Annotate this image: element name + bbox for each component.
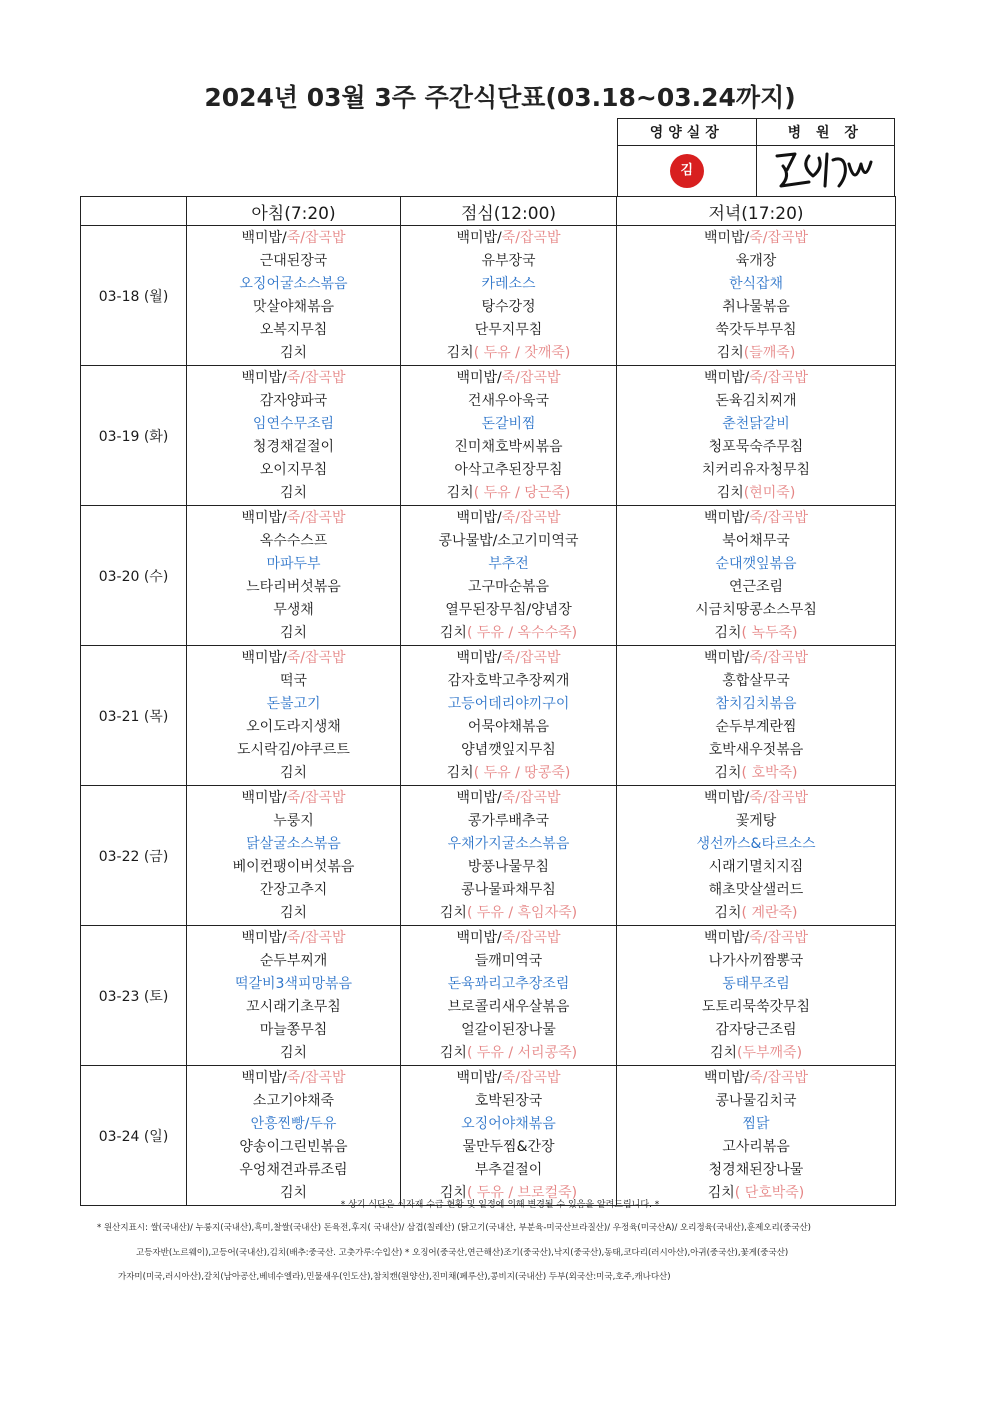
side-dish-2: 쑥갓두부무침: [715, 322, 797, 338]
porridge-option: 죽/잡곡밥: [501, 650, 561, 666]
rice-line: [617, 367, 895, 390]
side-dish-1: 오이도라지생채: [246, 719, 341, 735]
main-dish: 닭살굴소스볶음: [246, 836, 341, 852]
kimchi-line: [187, 1042, 400, 1065]
kimchi-item: 김치: [439, 905, 467, 921]
kimchi-line: [401, 342, 616, 365]
main-dish: 동태무조림: [722, 976, 790, 992]
dinner-cell: [617, 1066, 896, 1206]
breakfast-cell: [187, 506, 401, 646]
rice-line: [187, 787, 400, 810]
main-dish: 마파두부: [266, 556, 321, 572]
extra-option: ( 두유 / 옥수수죽): [466, 625, 578, 641]
kimchi-line: [617, 622, 895, 645]
side-dish-1: 느타리버섯볶음: [246, 579, 341, 595]
side-dish-2: 무생채: [273, 602, 314, 618]
side-dish-1: 청포묵숙주무침: [708, 439, 804, 455]
dinner-cell: [617, 226, 896, 366]
kimchi-item: 김치: [279, 905, 308, 921]
side-dish-1: 꼬시래기초무침: [246, 999, 341, 1015]
extra-option: (현미죽): [743, 485, 796, 501]
origin-line-1: * 원산지표시: 쌀(국내산)/ 누룽지(국내산),흑미,찰쌀(국내산) 돈육전,후지( 국내산)/ 삼겹(칠레산) (닭고기(국내산, 부분육-미국산브라질산)/ 우정육(미국산A)/ 오리정육(국내산),훈제오리(중국산): [97, 1223, 811, 1233]
porridge-option: 죽/잡곡밥: [286, 650, 346, 666]
soup-item: 콩가루배추국: [467, 813, 550, 829]
rice-line: [617, 1067, 895, 1090]
breakfast-header: 아침(7:20): [187, 197, 401, 226]
lunch-cell: [401, 366, 617, 506]
approval-box: [617, 118, 895, 197]
soup-item: 나가사끼짬뽕국: [708, 953, 804, 969]
day-row: [81, 926, 896, 1066]
rice-item: 백미밥/: [241, 790, 287, 806]
main-dish: 부추전: [488, 556, 529, 572]
kimchi-line: [617, 902, 895, 925]
kimchi-item: 김치: [714, 905, 742, 921]
kimchi-line: [401, 1042, 616, 1065]
side-dish-1: 양송이그린빈볶음: [239, 1139, 348, 1155]
side-dish-2: 얼갈이된장나물: [461, 1022, 556, 1038]
side-dish-2: 우엉채견과류조림: [239, 1162, 348, 1178]
main-dish: 고등어데리야끼구이: [447, 696, 570, 712]
rice-item: 백미밥/: [241, 510, 287, 526]
extra-option: ( 두유 / 흑임자죽): [466, 905, 578, 921]
side-dish-1: 베이컨팽이버섯볶음: [232, 859, 355, 875]
porridge-option: 죽/잡곡밥: [286, 230, 346, 246]
soup-item: 육개장: [735, 253, 777, 269]
rice-line: [401, 787, 616, 810]
soup-item: 근대된장국: [259, 253, 328, 269]
rice-line: [187, 367, 400, 390]
soup-item: 들깨미역국: [474, 953, 543, 969]
dinner-header: 저녁(17:20): [617, 197, 896, 226]
side-dish-1: 방풍나물무침: [467, 859, 550, 875]
kimchi-item: 김치: [714, 625, 742, 641]
rice-line: [617, 927, 895, 950]
origin-line-3: 가자미(미국,러시아산),갈치(남아공산,베네수엘라),민물새우(인도산),참치캔(원양산),진미채(페루산),콩비지(국내산) 두부(외국산:미국,호주,캐나다산): [118, 1272, 671, 1282]
kimchi-item: 김치: [279, 485, 308, 501]
rice-line: [617, 227, 895, 250]
rice-item: 백미밥/: [456, 790, 502, 806]
main-dish: 임연수무조림: [252, 416, 335, 432]
soup-item: 순두부찌개: [259, 953, 328, 969]
kimchi-line: [617, 1042, 895, 1065]
change-notice: * 상기 식단은 식자재 수급 현황 및 일정에 의해 변경될 수 있음을 알려드립니다. *: [340, 1200, 660, 1210]
porridge-option: 죽/잡곡밥: [749, 510, 809, 526]
extra-option: ( 호박죽): [741, 765, 798, 781]
rice-line: [617, 647, 895, 670]
main-dish: 찜닭: [742, 1116, 770, 1132]
kimchi-line: [401, 622, 616, 645]
lunch-cell: [401, 506, 617, 646]
extra-option: ( 두유 / 잣깨죽): [473, 345, 571, 361]
origin-line-2: 고등자반(노르웨이),고등어(국내산),김치(배추:중국산. 고춧가루:수입산) * 오징어(중국산,연근해산)조기(중국산),낙지(중국산),동태,코다리(러시아산),아귀(중국산),꽃게(중국산): [136, 1248, 789, 1258]
side-dish-1: 탕수강정: [481, 299, 536, 315]
side-dish-1: 맛살야채볶음: [252, 299, 335, 315]
menu-header-row: [81, 197, 896, 226]
lunch-cell: [401, 926, 617, 1066]
side-dish-2: 해초맛살샐러드: [708, 882, 804, 898]
main-dish: 생선까스&타르소스: [696, 836, 816, 852]
side-dish-2: 아삭고추된장무침: [454, 462, 563, 478]
kimchi-line: [401, 902, 616, 925]
day-row: [81, 226, 896, 366]
rice-line: [187, 647, 400, 670]
kimchi-line: [187, 342, 400, 365]
breakfast-cell: [187, 646, 401, 786]
soup-item: 돈육김치찌개: [715, 393, 797, 409]
soup-item: 건새우아욱국: [467, 393, 550, 409]
soup-item: 감자양파국: [259, 393, 328, 409]
soup-item: 북어채무국: [722, 533, 790, 549]
extra-option: ( 계란죽): [741, 905, 798, 921]
soup-item: 콩나물김치국: [715, 1093, 797, 1109]
kimchi-item: 김치: [446, 485, 474, 501]
side-dish-2: 양념깻잎지무침: [461, 742, 556, 758]
soup-item: 감자호박고추장찌개: [447, 673, 570, 689]
main-dish: 오징어야채볶음: [461, 1116, 556, 1132]
side-dish-1: 진미채호박씨볶음: [454, 439, 563, 455]
porridge-option: 죽/잡곡밥: [286, 1070, 346, 1086]
side-dish-2: 도시락김/야쿠르트: [237, 742, 350, 758]
nutrition-head-label: 영양실장: [618, 119, 757, 146]
soup-item: 누룽지: [273, 813, 314, 829]
main-dish: 우채가지굴소스볶음: [447, 836, 570, 852]
kimchi-item: 김치: [709, 1045, 738, 1061]
kimchi-item: 김치: [439, 625, 467, 641]
dinner-cell: [617, 506, 896, 646]
page-title: 2024년 03월 3주 주간식단표(03.18~03.24까지): [204, 83, 796, 112]
soup-item: 꽃게탕: [735, 813, 777, 829]
side-dish-1: 고구마순볶음: [467, 579, 550, 595]
breakfast-cell: [187, 786, 401, 926]
porridge-option: 죽/잡곡밥: [286, 510, 346, 526]
rice-item: 백미밥/: [703, 790, 750, 806]
soup-item: 떡국: [279, 673, 308, 689]
kimchi-line: [187, 622, 400, 645]
rice-item: 백미밥/: [456, 230, 502, 246]
main-dish: 돈불고기: [266, 696, 321, 712]
breakfast-cell: [187, 226, 401, 366]
nutrition-seal-cell: [618, 146, 757, 197]
day-row: [81, 1066, 896, 1206]
soup-item: 옥수수스프: [259, 533, 328, 549]
kimchi-line: [187, 482, 400, 505]
rice-item: 백미밥/: [703, 650, 750, 666]
rice-line: [401, 647, 616, 670]
soup-item: 소고기야채죽: [252, 1093, 335, 1109]
lunch-cell: [401, 646, 617, 786]
rice-line: [187, 927, 400, 950]
side-dish-1: 취나물볶음: [722, 299, 790, 315]
lunch-cell: [401, 1066, 617, 1206]
side-dish-2: 콩나물파채무침: [461, 882, 556, 898]
side-dish-1: 연근조림: [728, 579, 784, 595]
rice-item: 백미밥/: [703, 370, 750, 386]
day-label: 03-22 (금): [81, 786, 187, 926]
day-row: [81, 646, 896, 786]
dinner-cell: [617, 786, 896, 926]
director-head-label: 병 원 장: [756, 119, 895, 146]
weekly-menu-table: [80, 196, 896, 1206]
extra-option: ( 두유 / 땅콩죽): [473, 765, 571, 781]
day-label: 03-23 (토): [81, 926, 187, 1066]
rice-item: 백미밥/: [456, 650, 502, 666]
rice-line: [187, 507, 400, 530]
main-dish: 참치김치볶음: [715, 696, 797, 712]
porridge-option: 죽/잡곡밥: [501, 230, 561, 246]
rice-line: [187, 227, 400, 250]
soup-item: 홍합살무국: [722, 673, 790, 689]
rice-item: 백미밥/: [456, 510, 502, 526]
day-label: 03-24 (일): [81, 1066, 187, 1206]
side-dish-2: 단무지무침: [474, 322, 543, 338]
day-row: [81, 366, 896, 506]
main-dish: 한식잡채: [728, 276, 784, 292]
dinner-cell: [617, 646, 896, 786]
rice-line: [401, 507, 616, 530]
side-dish-2: 치커리유자청무침: [701, 462, 811, 478]
side-dish-1: 청경채겉절이: [252, 439, 335, 455]
rice-line: [401, 367, 616, 390]
rice-line: [617, 507, 895, 530]
main-dish: 순대깻잎볶음: [715, 556, 797, 572]
porridge-option: 죽/잡곡밥: [749, 930, 809, 946]
porridge-option: 죽/잡곡밥: [501, 370, 561, 386]
side-dish-1: 순두부계란찜: [715, 719, 797, 735]
rice-line: [617, 787, 895, 810]
kimchi-item: 김치: [707, 1185, 735, 1201]
porridge-option: 죽/잡곡밥: [286, 370, 346, 386]
main-dish: 카레소스: [481, 276, 536, 292]
rice-item: 백미밥/: [241, 650, 287, 666]
kimchi-item: 김치: [279, 625, 308, 641]
porridge-option: 죽/잡곡밥: [501, 1070, 561, 1086]
side-dish-2: 오이지무침: [259, 462, 328, 478]
lunch-cell: [401, 226, 617, 366]
side-dish-2: 간장고추지: [259, 882, 328, 898]
porridge-option: 죽/잡곡밥: [749, 790, 809, 806]
rice-item: 백미밥/: [241, 930, 287, 946]
kimchi-line: [401, 482, 616, 505]
kimchi-line: [617, 342, 895, 365]
day-row: [81, 506, 896, 646]
side-dish-2: 열무된장무침/양념장: [445, 602, 572, 618]
side-dish-2: 감자당근조림: [715, 1022, 797, 1038]
soup-item: 콩나물밥/소고기미역국: [438, 533, 579, 549]
corner-cell: [81, 197, 187, 226]
kimchi-item: 김치: [446, 765, 474, 781]
day-label: 03-19 (화): [81, 366, 187, 506]
kimchi-item: 김치: [439, 1185, 467, 1201]
porridge-option: 죽/잡곡밥: [286, 930, 346, 946]
extra-option: (두부깨죽): [737, 1045, 803, 1061]
day-label: 03-21 (목): [81, 646, 187, 786]
director-signature-cell: [756, 146, 895, 197]
kimchi-item: 김치: [716, 485, 744, 501]
signature-icon: [765, 146, 885, 192]
main-dish: 돈갈비찜: [481, 416, 536, 432]
kimchi-item: 김치: [716, 345, 744, 361]
rice-item: 백미밥/: [241, 370, 287, 386]
extra-option: (들깨죽): [743, 345, 796, 361]
breakfast-cell: [187, 1066, 401, 1206]
rice-item: 백미밥/: [456, 370, 502, 386]
rice-item: 백미밥/: [703, 230, 750, 246]
rice-line: [401, 1067, 616, 1090]
side-dish-2: 청경채된장나물: [708, 1162, 804, 1178]
porridge-option: 죽/잡곡밥: [501, 510, 561, 526]
rice-item: 백미밥/: [703, 930, 750, 946]
rice-item: 백미밥/: [703, 510, 750, 526]
day-label: 03-20 (수): [81, 506, 187, 646]
side-dish-1: 시래기멸치지짐: [708, 859, 804, 875]
breakfast-cell: [187, 366, 401, 506]
dinner-cell: [617, 366, 896, 506]
main-dish: 돈육꽈리고추장조림: [447, 976, 570, 992]
day-row: [81, 786, 896, 926]
rice-item: 백미밥/: [241, 1070, 287, 1086]
extra-option: ( 두유 / 브로컬죽): [466, 1185, 578, 1201]
kimchi-line: [617, 482, 895, 505]
kimchi-line: [617, 762, 895, 785]
rice-item: 백미밥/: [456, 930, 502, 946]
side-dish-1: 고사리볶음: [722, 1139, 790, 1155]
main-dish: 춘천닭갈비: [722, 416, 790, 432]
kimchi-line: [187, 762, 400, 785]
side-dish-1: 도토리묵쑥갓무침: [701, 999, 811, 1015]
soup-item: 유부장국: [481, 253, 536, 269]
side-dish-1: 물만두찜&간장: [462, 1139, 555, 1155]
rice-item: 백미밥/: [241, 230, 287, 246]
extra-option: ( 단호박죽): [734, 1185, 805, 1201]
rice-item: 백미밥/: [703, 1070, 750, 1086]
kimchi-item: 김치: [279, 1045, 308, 1061]
seal-stamp-icon: 김: [670, 154, 704, 188]
kimchi-item: 김치: [446, 345, 474, 361]
side-dish-2: 호박새우젓볶음: [708, 742, 804, 758]
side-dish-2: 마늘쫑무침: [259, 1022, 328, 1038]
main-dish: 안흥찐빵/두유: [250, 1116, 337, 1132]
kimchi-line: [401, 762, 616, 785]
kimchi-item: 김치: [279, 345, 308, 361]
extra-option: ( 녹두죽): [741, 625, 798, 641]
side-dish-2: 시금치땅콩소스무침: [695, 602, 817, 618]
rice-item: 백미밥/: [456, 1070, 502, 1086]
lunch-cell: [401, 786, 617, 926]
side-dish-1: 어묵야채볶음: [467, 719, 550, 735]
rice-line: [401, 927, 616, 950]
kimchi-line: [187, 902, 400, 925]
main-dish: 떡갈비3색피망볶음: [234, 976, 353, 992]
porridge-option: 죽/잡곡밥: [749, 370, 809, 386]
main-dish: 오징어굴소스볶음: [239, 276, 348, 292]
porridge-option: 죽/잡곡밥: [749, 1070, 809, 1086]
porridge-option: 죽/잡곡밥: [286, 790, 346, 806]
kimchi-item: 김치: [279, 1185, 308, 1201]
porridge-option: 죽/잡곡밥: [501, 930, 561, 946]
extra-option: ( 두유 / 당근죽): [473, 485, 571, 501]
dinner-cell: [617, 926, 896, 1066]
kimchi-item: 김치: [279, 765, 308, 781]
porridge-option: 죽/잡곡밥: [501, 790, 561, 806]
kimchi-item: 김치: [714, 765, 742, 781]
breakfast-cell: [187, 926, 401, 1066]
kimchi-item: 김치: [439, 1045, 467, 1061]
porridge-option: 죽/잡곡밥: [749, 650, 809, 666]
rice-line: [187, 1067, 400, 1090]
porridge-option: 죽/잡곡밥: [749, 230, 809, 246]
lunch-header: 점심(12:00): [401, 197, 617, 226]
extra-option: ( 두유 / 서리콩죽): [466, 1045, 578, 1061]
side-dish-1: 브로콜리새우살볶음: [447, 999, 570, 1015]
day-label: 03-18 (월): [81, 226, 187, 366]
soup-item: 호박된장국: [474, 1093, 543, 1109]
side-dish-2: 부추겉절이: [474, 1162, 543, 1178]
side-dish-2: 오복지무침: [259, 322, 328, 338]
rice-line: [401, 227, 616, 250]
